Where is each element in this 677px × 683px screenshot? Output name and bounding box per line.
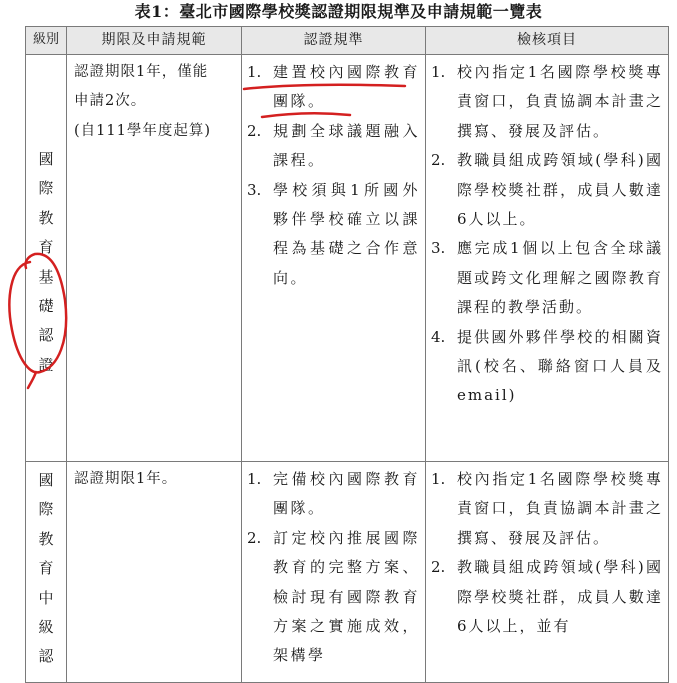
level-cell — [26, 462, 67, 683]
period-line: 認證期限1年。 — [74, 471, 178, 487]
table-caption: 表1：臺北市國際學校獎認證期限規準及申請規範一覽表 — [134, 2, 543, 21]
criteria-list — [242, 55, 425, 293]
item-number: 1. — [431, 470, 446, 488]
level-label — [26, 55, 66, 380]
level-char: 證 — [38, 355, 54, 374]
item-text: 教職員組成跨領域(學科)國際學校獎社群，成員人數達6人以上，並有 — [457, 558, 663, 636]
item-number: 2. — [431, 558, 446, 577]
level-char: 際 — [38, 179, 54, 198]
item-text: 提供國外夥伴學校的相關資訊(校名、聯絡窗口人員及email) — [457, 327, 663, 405]
list-item — [431, 553, 663, 641]
item-number: 1. — [247, 63, 262, 81]
item-number: 3. — [247, 180, 262, 199]
header-period: 期限及申請規範 — [67, 27, 242, 55]
list-item — [247, 117, 420, 176]
level-char: 育 — [38, 559, 54, 578]
item-text: 完備校內國際教育團隊。 — [273, 470, 420, 518]
level-char: 國 — [38, 150, 54, 168]
period-cell — [67, 462, 242, 683]
header-row — [26, 27, 669, 55]
item-text: 建置校內國際教育團隊。 — [273, 63, 420, 111]
list-item — [431, 323, 663, 411]
header-check: 檢核項目 — [426, 27, 669, 55]
item-number: 3. — [431, 239, 446, 258]
level-char: 認 — [38, 647, 54, 666]
level-cell — [26, 55, 67, 462]
level-char: 基 — [38, 267, 54, 286]
item-text: 應完成1個以上包含全球議題或跨文化理解之國際教育課程的教學活動。 — [457, 239, 663, 317]
level-char: 教 — [38, 529, 54, 548]
period-text — [67, 55, 241, 146]
level-char: 際 — [38, 500, 54, 519]
item-number: 4. — [431, 327, 446, 346]
criteria-cell — [242, 462, 426, 683]
item-number: 2. — [431, 151, 446, 170]
period-line: 申請2次。 — [74, 93, 147, 110]
period-cell — [67, 55, 242, 462]
level-char: 礎 — [38, 297, 54, 316]
table-row — [26, 55, 669, 462]
list-item — [431, 234, 663, 322]
check-list — [426, 55, 668, 411]
criteria-list — [242, 462, 425, 671]
level-label — [26, 462, 66, 672]
header-level: 級別 — [26, 27, 67, 55]
header-criteria: 認證規準 — [242, 27, 426, 55]
check-cell — [426, 55, 669, 462]
item-text: 學校須與1所國外夥伴學校確立以課程為基礎之合作意向。 — [273, 180, 420, 287]
list-item — [431, 465, 663, 553]
period-text — [67, 462, 241, 494]
list-item — [431, 146, 663, 234]
list-item — [247, 524, 420, 671]
list-item — [247, 176, 420, 294]
period-line: 認證期限1年，僅能 — [74, 64, 209, 80]
item-text: 校內指定1名國際學校獎專責窗口，負責協調本計畫之撰寫、發展及評估。 — [457, 63, 663, 140]
item-text: 教職員組成跨領域(學科)國際學校獎社群，成員人數達6人以上。 — [457, 151, 663, 229]
period-line: (自111學年度起算) — [74, 122, 211, 139]
level-char: 認 — [38, 326, 54, 345]
level-char: 級 — [38, 618, 54, 637]
level-char: 教 — [38, 208, 54, 227]
item-number: 1. — [247, 470, 262, 488]
list-item — [431, 58, 663, 146]
item-text: 校內指定1名國際學校獎專責窗口，負責協調本計畫之撰寫、發展及評估。 — [457, 470, 663, 547]
item-text: 規劃全球議題融入課程。 — [273, 121, 420, 170]
table-row — [26, 462, 669, 683]
level-char: 育 — [38, 238, 54, 257]
certification-table — [25, 26, 669, 683]
check-cell — [426, 462, 669, 683]
list-item — [247, 465, 420, 524]
check-list — [426, 462, 668, 641]
item-number: 1. — [431, 63, 446, 81]
item-text: 訂定校內推展國際教育的完整方案、檢討現有國際教育方案之實施成效，架構學 — [273, 528, 420, 665]
item-number: 2. — [247, 528, 262, 547]
level-char: 中 — [38, 588, 54, 607]
level-char: 國 — [38, 471, 54, 489]
list-item — [247, 58, 420, 117]
criteria-cell — [242, 55, 426, 462]
item-number: 2. — [247, 121, 262, 140]
